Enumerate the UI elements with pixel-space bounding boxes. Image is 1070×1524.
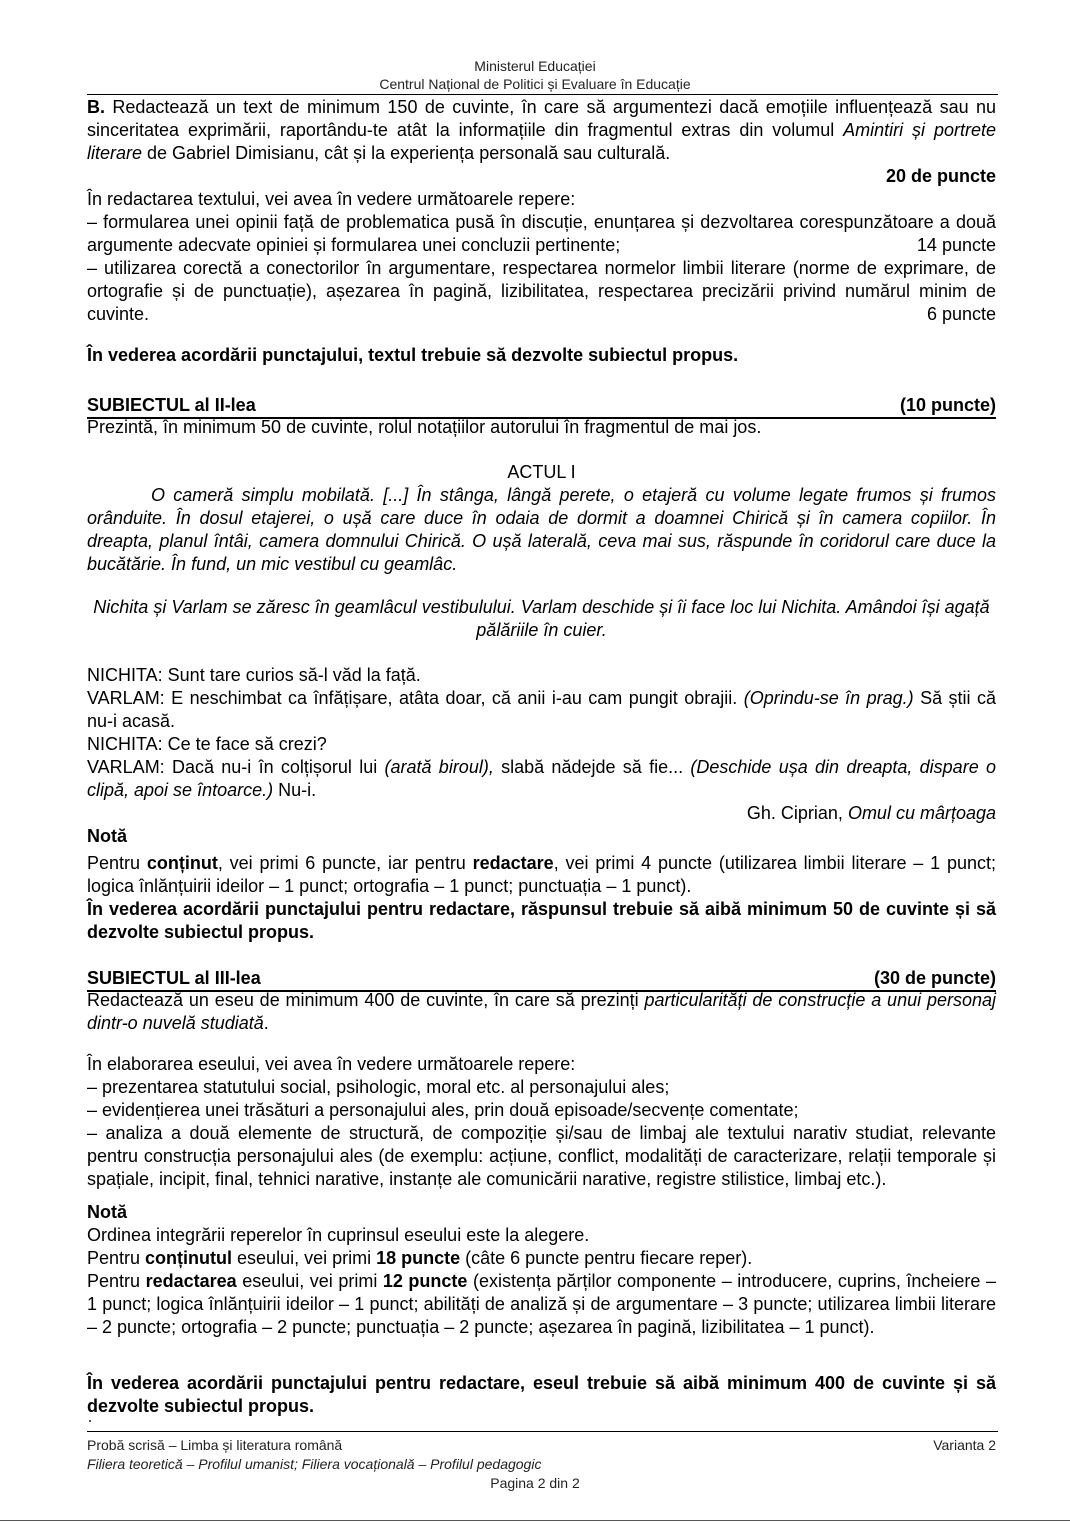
s3-reper-3: – analiza a două elemente de structură, de compoziție și/sau de limbaj ale textului narativ studiat, relevante pentru construcția personajului ales (de exemplu: acțiune, conflict, modalități de caracterizare, relații temporale și spațiale, incipit, final, tehnici narative, instanțe ale comunicării narative, registre stilistice, limbaj etc.). [87,1123,996,1189]
s2-d4-mid: slabă nădejde să fie... [493,757,691,777]
s2-dialogue-1: NICHITA: Sunt tare curios să-l văd la față. [87,665,421,685]
s3-title: SUBIECTUL al III-lea [87,968,261,988]
s2-stage-direction-2: Nichita și Varlam se zăresc în geamlâcul vestibulului. Varlam deschide și îi face loc lui Nichita. Amândoi își agață pălăriile în cuier. [93,597,990,640]
page-bottom-edge [0,1520,1070,1521]
footer-variant: Varianta 2 [933,1437,996,1453]
s3-n3a: Pentru [87,1271,146,1291]
page-mark [89,1420,91,1422]
s2-source [87,802,996,825]
partB-note: În vederea acordării punctajului, textul trebuie să dezvolte subiectul propus. [87,345,739,365]
footer-page-number: Pagina 2 din 2 [490,1475,580,1491]
s2-d4-end: Nu-i. [273,780,317,800]
s2-d4-direction1: (arată biroul), [384,757,494,777]
s3-nota-requirement: În vederea acordării punctajului pentru redactare, eseul trebuie să aibă minimum 400 de cuvinte și să dezvolte subiectul propus. [87,1373,996,1416]
s2-act: ACTUL I [507,462,576,482]
s3-n2-points: 18 puncte [376,1248,461,1268]
header-rule [87,94,998,95]
s2-n1c: , vei primi 6 puncte, iar pentru [217,853,473,873]
s2-d4-text: VARLAM: Dacă nu-i în colțișorul lui [87,757,385,777]
footer-row-1 [87,1436,996,1455]
s2-d2-direction: (Oprindu-se în prag.) [743,688,914,708]
s2-task: Prezintă, în minimum 50 de cuvinte, rolul notațiilor autorului în fragmentul de mai jos. [87,417,762,437]
partB-task-text: Redactează un text de minimum 150 de cuvinte, în care să argumentezi dacă emoțiile influențează sau nu sinceritatea exprimării, raportându-te atât la informațiile din fragmentul extras din volumul [87,97,996,140]
s3-n2-content: conținutul [145,1248,233,1268]
s3-n3c: eseului, vei primi [236,1271,383,1291]
s3-n3-redactarea: redactarea [145,1271,237,1291]
partB-item1-text: – formularea unei opinii față de problematica pusă în discuție, enunțarea și dezvoltarea corespunzătoare a două argumente adecvate opiniei și formularea unei concluzii pertinente; [87,212,996,255]
s2-d4-direction2: (Deschide ușa din dreapta, dispare o clipă, apoi se întoarce.) [87,757,996,800]
partB-task [87,96,996,165]
s3-nota-heading: Notă [87,1202,127,1222]
partB-task-end: de Gabriel Dimisianu, cât și la experiența personală sau culturală. [142,143,671,163]
s3-n2e: (câte 6 puncte pentru fiecare reper). [460,1248,753,1268]
s3-nota-order: Ordinea integrării reperelor în cuprinsul eseului este la alegere. [87,1225,590,1245]
s3-task-emphasis: particularități de construcție a unui personaj dintr-o nuvelă studiată [87,990,996,1033]
s2-dialogue-2 [87,687,996,733]
footer-rule [87,1431,998,1432]
s2-dialogue-3: NICHITA: Ce te face să crezi? [87,734,327,754]
s2-d2-end: Să știi că nu-i acasă. [87,688,997,731]
s3-task-text: Redactează un eseu de minimum 400 de cuvinte, în care să prezinți [87,990,645,1010]
s2-dialogue-4 [87,756,996,802]
s2-work-title: Omul cu mârțoaga [847,803,996,823]
s2-nota-text [87,852,996,898]
s3-intro: În elaborarea eseului, vei avea în vedere următoarele repere: [87,1054,576,1074]
s2-stage-direction-1: O cameră simplu mobilată. [...] În stânga, lângă perete, o etajeră cu volume legate frumos și frumos orânduite. În dosul etajerei, o ușă care duce în odaia de dormit a doamnei Chirică și în camera copiilor. În dreapta, planul întâi, camera domnului Chirică. O ușă laterală, ceva mai sus, răspunde în coridorul care duce la bucătărie. În fund, un mic vestibul cu geamlâc. [87,485,996,574]
partB-item1-points: 14 puncte [916,235,996,255]
s2-d2-text: VARLAM: E neschimbat ca înfățișare, atâta doar, că anii i-au cam pungit obrajii. [87,688,744,708]
partB-item2-points: 6 puncte [926,304,996,324]
s3-n3e: (existența părților componente – introducere, cuprins, încheiere – 1 punct; logica înlănțuirii ideilor – 1 punct; abilități de analiză și de argumentare – 3 puncte; utilizarea limbii literare – 2 puncte; ortografia – 2 puncte; punctuația – 2 puncte; așezarea în pagină, lizibilitatea – 1 punct). [87,1271,996,1337]
s2-n1e: , vei primi 4 puncte (utilizarea limbii literare – 1 punct; logica înlănțuirii ideilor – 1 punct; ortografia – 1 punct; punctuația – 1 punct). [87,853,996,896]
partB-intro: În redactarea textului, vei avea în vedere următoarele repere: [87,189,576,209]
s2-author: Gh. Ciprian, [746,803,848,823]
partB-label: B. [87,97,105,117]
s3-nota-redactare [87,1270,996,1339]
partB-book-title: Amintiri și portrete literare [87,120,996,163]
header-center: Centrul Național de Politici și Evaluare în Educație [379,76,691,92]
footer-exam: Probă scrisă – Limba și literatura română [87,1437,343,1453]
s2-nota-requirement: În vederea acordării punctajului pentru redactare, răspunsul trebuie să aibă minimum 50 de cuvinte și să dezvolte subiectul propus. [87,899,996,942]
s2-title: SUBIECTUL al II-lea [87,395,256,415]
s2-points: (10 puncte) [899,395,996,415]
partB-item2-text: – utilizarea corectă a conectorilor în argumentare, respectarea normelor limbii literare (norme de exprimare, de ortografie și de punctuație), așezarea în pagină, lizibilitatea, respectarea precizării privind numărul minim de cuvinte. [87,258,996,324]
s3-task-end: . [263,1013,269,1033]
partB-points: 20 de puncte [885,166,996,186]
s3-n3-points: 12 puncte [382,1271,468,1291]
s2-nota-heading: Notă [87,826,127,846]
s2-n1a: Pentru [87,853,147,873]
s2-n1-redactare: redactare [472,853,554,873]
footer-profile: Filiera teoretică – Profilul umanist; Filiera vocațională – Profilul pedagogic [87,1456,542,1472]
header-ministry: Ministerul Educației [474,58,596,74]
s3-reper-1: – prezentarea statutului social, psihologic, moral etc. al personajului ales; [87,1077,670,1097]
s2-n1-content: conținut [146,853,218,873]
s3-nota-content [87,1247,996,1270]
s3-reper-2: – evidențierea unei trăsături a personajului ales, prin două episoade/secvențe comentate; [87,1100,799,1120]
s3-n2a: Pentru [87,1248,146,1268]
s3-n2c: eseului, vei primi [232,1248,377,1268]
s3-points: (30 de puncte) [873,968,996,988]
partB-item2 [87,257,996,326]
s3-task [87,989,996,1035]
partB-item1 [87,211,996,257]
